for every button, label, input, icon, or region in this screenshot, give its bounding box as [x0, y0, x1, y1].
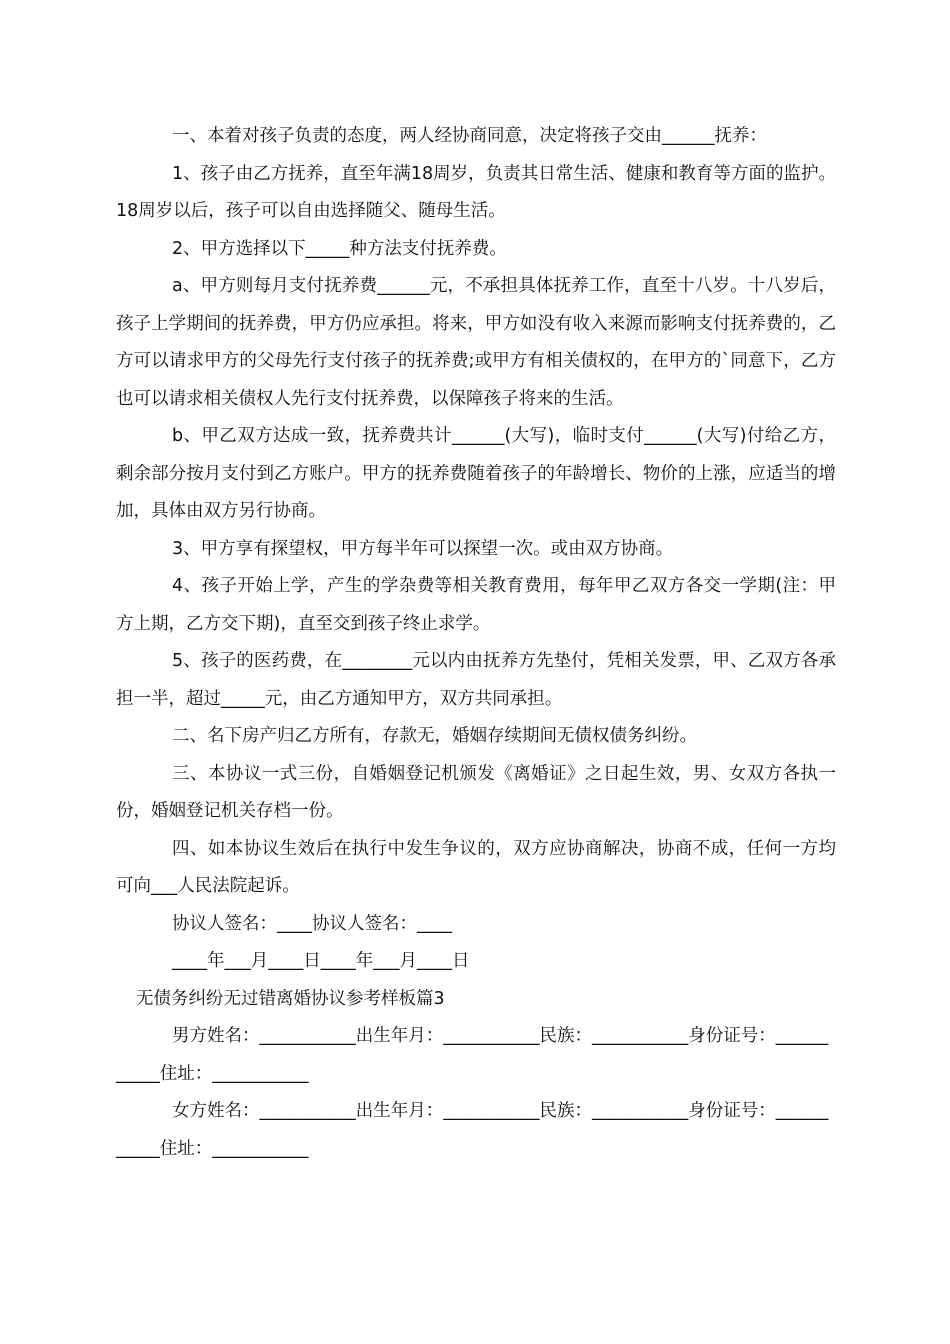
- clause-1-item-2: 2、甲方选择以下_____种方法支付抚养费。: [172, 238, 507, 259]
- clause-1-item-1: 1、孩子由乙方抚养，直至年满18周岁，负责其日常生活、健康和教育等方面的监护。18周岁以后，孩子可以自由选择随父、随母生活。: [116, 163, 836, 221]
- clause-1-item-4: 4、孩子开始上学，产生的学杂费等相关教育费用，每年甲乙双方各交一学期(注：甲方上期，乙方交下期)，直至交到孩子终止求学。: [116, 576, 836, 634]
- clause-4: 四、如本协议生效后在执行中发生争议的，双方应协商解决，协商不成，任何一方均可向___人民法院起诉。: [116, 838, 836, 896]
- clause-1-item-2b: b、甲乙双方达成一致，抚养费共计______(大写)，临时支付______(大写)付给乙方，剩余部分按月支付到乙方账户。甲方的抚养费随着孩子的年龄增长、物价的上涨，应适当的增加，具体由双方另行协商。: [116, 426, 836, 521]
- clause-1: 一、本着对孩子负责的态度，两人经协商同意，决定将孩子交由______抚养：: [172, 126, 767, 146]
- clause-2: 二、名下房产归乙方所有，存款无，婚姻存续期间无债权债务纠纷。: [172, 726, 697, 746]
- clause-3: 三、本协议一式三份，自婚姻登记机颁发《离婚证》之日起生效，男、女双方各执一份，婚姻登记机关存档一份。: [116, 763, 836, 821]
- date-line: ____年___月____日____年___月____日: [172, 951, 470, 971]
- signature-line: 协议人签名：____协议人签名：____: [172, 913, 452, 934]
- male-info-line: 男方姓名：___________出生年月：___________民族：___________身份证号：___________住址：___________: [116, 1026, 829, 1084]
- female-info-line: 女方姓名：___________出生年月：___________民族：___________身份证号：___________住址：___________: [116, 1101, 829, 1159]
- clause-1-item-5: 5、孩子的医药费，在________元以内由抚养方先垫付，凭相关发票，甲、乙双方各承担一半，超过_____元，由乙方通知甲方，双方共同承担。: [116, 651, 836, 709]
- section-title: 无债务纠纷无过错离婚协议参考样板篇3: [136, 988, 445, 1009]
- clause-1-item-3: 3、甲方享有探望权，甲方每半年可以探望一次。或由双方协商。: [172, 538, 674, 559]
- document-body: [116, 118, 836, 1168]
- clause-1-item-2a: a、甲方则每月支付抚养费______元，不承担具体抚养工作，直至十八岁。十八岁后，孩子上学期间的抚养费，甲方仍应承担。将来，甲方如没有收入来源而影响支付抚养费的，乙方可以请求甲方的父母先行支付孩子的抚养费;或甲方有相关债权的，在甲方的`同意下，乙方也可以请求相关债权人先行支付抚养费，以保障孩子将来的生活。: [116, 276, 836, 409]
